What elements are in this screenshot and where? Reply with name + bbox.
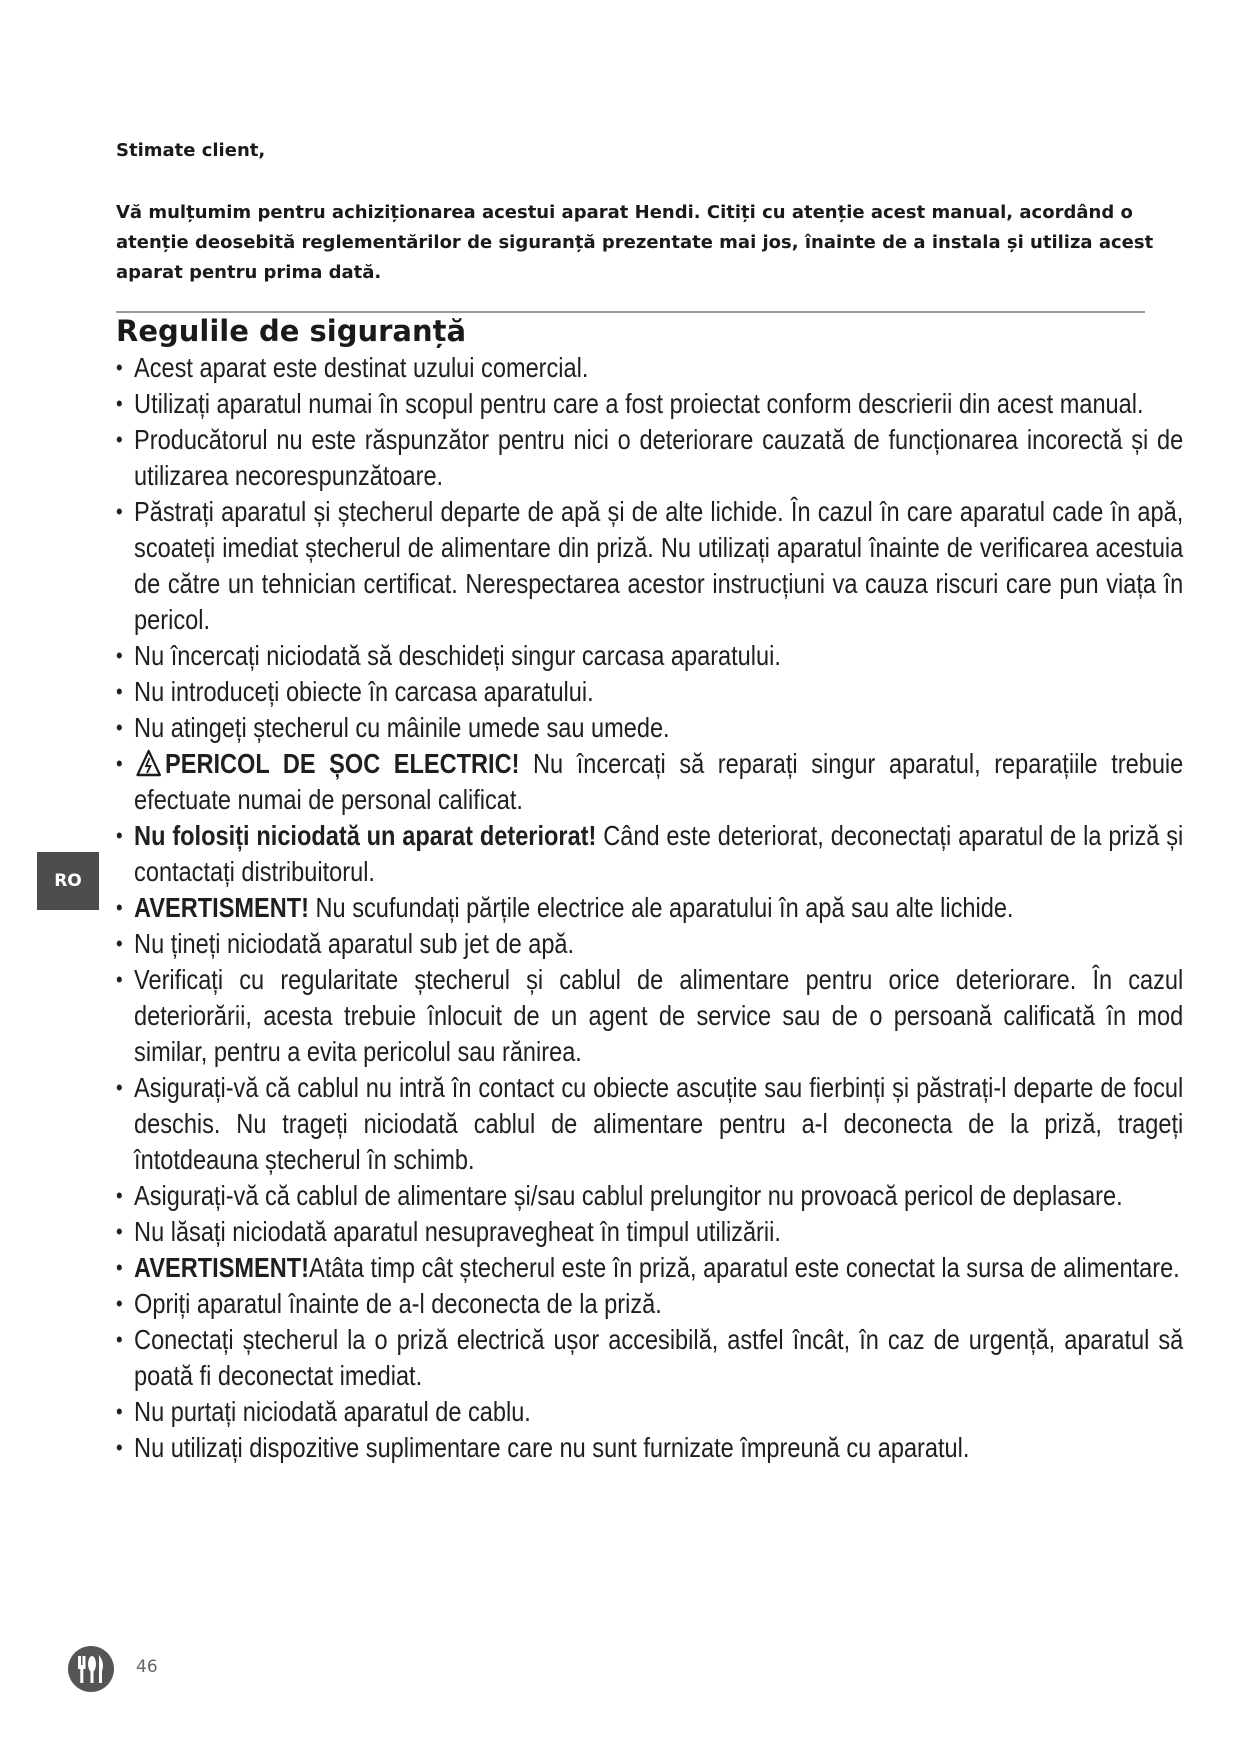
bullet: •: [116, 1219, 123, 1244]
list-item: [116, 386, 1183, 422]
rule-text: Nu țineți niciodată aparatul sub jet de apă.: [134, 928, 575, 959]
rule-text: Nu purtați niciodată aparatul de cablu.: [134, 1396, 531, 1427]
intro-paragraph: Vă mulțumim pentru achiziționarea acestui aparat Hendi. Citiți cu atenție acest manual, acordând o atenție deosebită reglementărilor de siguranță prezentate mai jos, înainte de a instala și utiliza acest aparat pentru prima dată.: [116, 202, 1154, 283]
rule-text: Nu lăsați niciodată aparatul nesupravegheat în timpul utilizării.: [134, 1216, 781, 1247]
rule-text: Nu scufundați părțile electrice ale aparatului în apă sau alte lichide.: [308, 892, 1014, 923]
bullet: •: [116, 355, 123, 380]
bullet: •: [116, 1399, 123, 1424]
language-tab: RO: [37, 852, 99, 910]
bullet: •: [116, 1183, 123, 1208]
rule-text: Verificați cu regularitate ștecherul și cablul de alimentare pentru orice deteriorare. În cazul deteriorării, acesta trebuie înlocuit de un agent de service sau de o persoană calificată în mod similar, pentru a evita pericolul sau rănirea.: [134, 964, 1184, 1067]
rule-text: Opriți aparatul înainte de a-l deconecta de la priză.: [134, 1288, 662, 1319]
high-voltage-warning-icon: [136, 749, 162, 777]
rule-text: Asigurați-vă că cablul de alimentare și/sau cablul prelungitor nu provoacă pericol de deplasare.: [134, 1180, 1123, 1211]
list-item: [116, 962, 1183, 1070]
list-item: [116, 350, 1183, 386]
list-item: [116, 1250, 1183, 1286]
list-item: [116, 710, 1183, 746]
rule-emphasis: Nu folosiți niciodată un aparat deteriorat!: [134, 820, 597, 851]
rule-text: Producătorul nu este răspunzător pentru nici o deteriorare cauzată de funcționarea incorectă și de utilizarea necorespunzătoare.: [134, 424, 1184, 491]
rule-text: Acest aparat este destinat uzului comercial.: [134, 352, 589, 383]
list-item: [116, 746, 1183, 818]
bullet: •: [116, 823, 123, 848]
greeting: Stimate client,: [116, 140, 266, 161]
rule-text: Nu introduceți obiecte în carcasa aparatului.: [134, 676, 594, 707]
list-item: [116, 1430, 1183, 1466]
rule-text: Nu atingeți ștecherul cu mâinile umede sau umede.: [134, 712, 670, 743]
rule-text: Conectați ștecherul la o priză electrică ușor accesibilă, astfel încât, în caz de urgență, aparatul să poată fi deconectat imediat.: [134, 1324, 1184, 1391]
list-item: [116, 1322, 1183, 1394]
rule-text: Păstrați aparatul și ștecherul departe de apă și de alte lichide. În cazul în care aparatul cade în apă, scoateți imediat ștecherul de alimentare din priză. Nu utilizați aparatul înainte de verificarea acestuia de către un tehnician certificat. Nerespectarea acestor instrucțiuni va cauza riscuri care pun viața în pericol.: [134, 496, 1184, 635]
rule-text: Asigurați-vă că cablul nu intră în contact cu obiecte ascuțite sau fierbinți și păstrați-l departe de focul deschis. Nu trageți niciodată cablul de alimentare pentru a-l deconecta de la priză, trageți întotdeauna ștecherul în schimb.: [134, 1072, 1184, 1175]
list-item: [116, 890, 1183, 926]
bullet: •: [116, 643, 123, 668]
rule-text: Atâta timp cât ștecherul este în priză, aparatul este conectat la sursa de alimentare.: [308, 1252, 1180, 1283]
bullet: •: [116, 895, 123, 920]
bullet: •: [116, 1075, 123, 1100]
rule-text: Nu utilizați dispozitive suplimentare care nu sunt furnizate împreună cu aparatul.: [134, 1432, 970, 1463]
list-item: [116, 926, 1183, 962]
bullet: •: [116, 499, 123, 524]
list-item: [116, 1394, 1183, 1430]
list-item: [116, 1214, 1183, 1250]
divider: [116, 311, 1145, 313]
rule-emphasis: AVERTISMENT!: [134, 892, 309, 923]
hendi-cutlery-logo-icon: [67, 1645, 115, 1693]
rule-text: Când este deteriorat, deconectați aparatul de la priză și contactați distribuitorul.: [134, 820, 1184, 887]
bullet: •: [116, 1291, 123, 1316]
bullet: •: [116, 931, 123, 956]
bullet: •: [116, 751, 123, 776]
list-item: [116, 1286, 1183, 1322]
page-number: 46: [136, 1657, 158, 1677]
rule-emphasis: AVERTISMENT!: [134, 1252, 309, 1283]
bullet: •: [116, 1255, 123, 1280]
bullet: •: [116, 1435, 123, 1460]
list-item: [116, 422, 1183, 494]
section-title: Regulile de siguranță: [116, 314, 467, 348]
safety-rules-list: [116, 350, 1184, 1466]
bullet: •: [116, 391, 123, 416]
bullet: •: [116, 679, 123, 704]
list-item: [116, 818, 1183, 890]
bullet: •: [116, 715, 123, 740]
list-item: [116, 494, 1183, 638]
list-item: [116, 1178, 1183, 1214]
list-item: [116, 674, 1183, 710]
list-item: [116, 638, 1183, 674]
rule-text: Nu încercați să reparați singur aparatul, reparațiile trebuie efectuate numai de personal calificat.: [134, 748, 1184, 815]
list-item: [116, 1070, 1183, 1178]
rule-text: Nu încercați niciodată să deschideți singur carcasa aparatului.: [134, 640, 781, 671]
rule-text: Utilizați aparatul numai în scopul pentru care a fost proiectat conform descrierii din acest manual.: [134, 388, 1144, 419]
bullet: •: [116, 967, 123, 992]
bullet: •: [116, 1327, 123, 1352]
bullet: •: [116, 427, 123, 452]
rule-emphasis: PERICOL DE ȘOC ELECTRIC!: [165, 748, 520, 779]
